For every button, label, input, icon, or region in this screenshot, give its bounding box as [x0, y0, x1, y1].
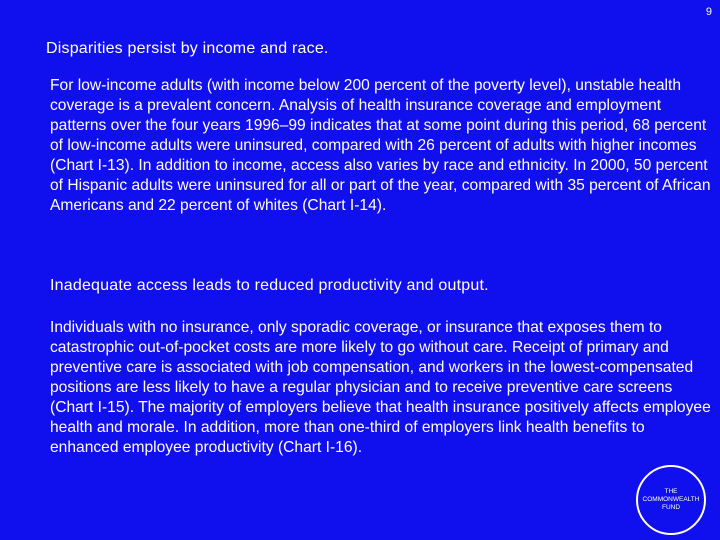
section-body-disparities: For low-income adults (with income below 200 percent of the poverty level), unstable health coverage is a prevalent concern. Analysis of health insurance coverage and employment patterns over the four years 1996–99 indicates that at some point during this period, 68 percent of low-income adults were uninsured, compared with 26 percent of adults with higher incomes (Chart I-13). In addition to income, access also varies by race and ethnicity. In 2000, 50 percent of Hispanic adults were uninsured for all or part of the year, compared with 35 percent of African Americans and 22 percent of whites (Chart I-14).	[50, 77, 711, 214]
logo-line-the: THE	[664, 488, 678, 495]
logo-line-fund: FUND	[661, 504, 681, 511]
section-heading-disparities: Disparities persist by income and race.	[46, 40, 329, 57]
section-heading-productivity: Inadequate access leads to reduced productivity and output.	[50, 277, 489, 294]
section-body-productivity: Individuals with no insurance, only sporadic coverage, or insurance that exposes them to catastrophic out-of-pocket costs are more likely to go without care. Receipt of primary and preventive care is associated with job compensation, and workers in the lowest-compensated positions are less likely to have a regular physician and to receive preventive care screens (Chart I-15). The majority of employers believe that health insurance positively affects employee health and morale. In addition, more than one-third of employers link health benefits to enhanced employee productivity (Chart I-16).	[50, 319, 711, 456]
logo-line-commonwealth: COMMONWEALTH	[642, 496, 700, 503]
commonwealth-fund-logo	[636, 465, 706, 535]
page-number: 9	[705, 6, 712, 18]
